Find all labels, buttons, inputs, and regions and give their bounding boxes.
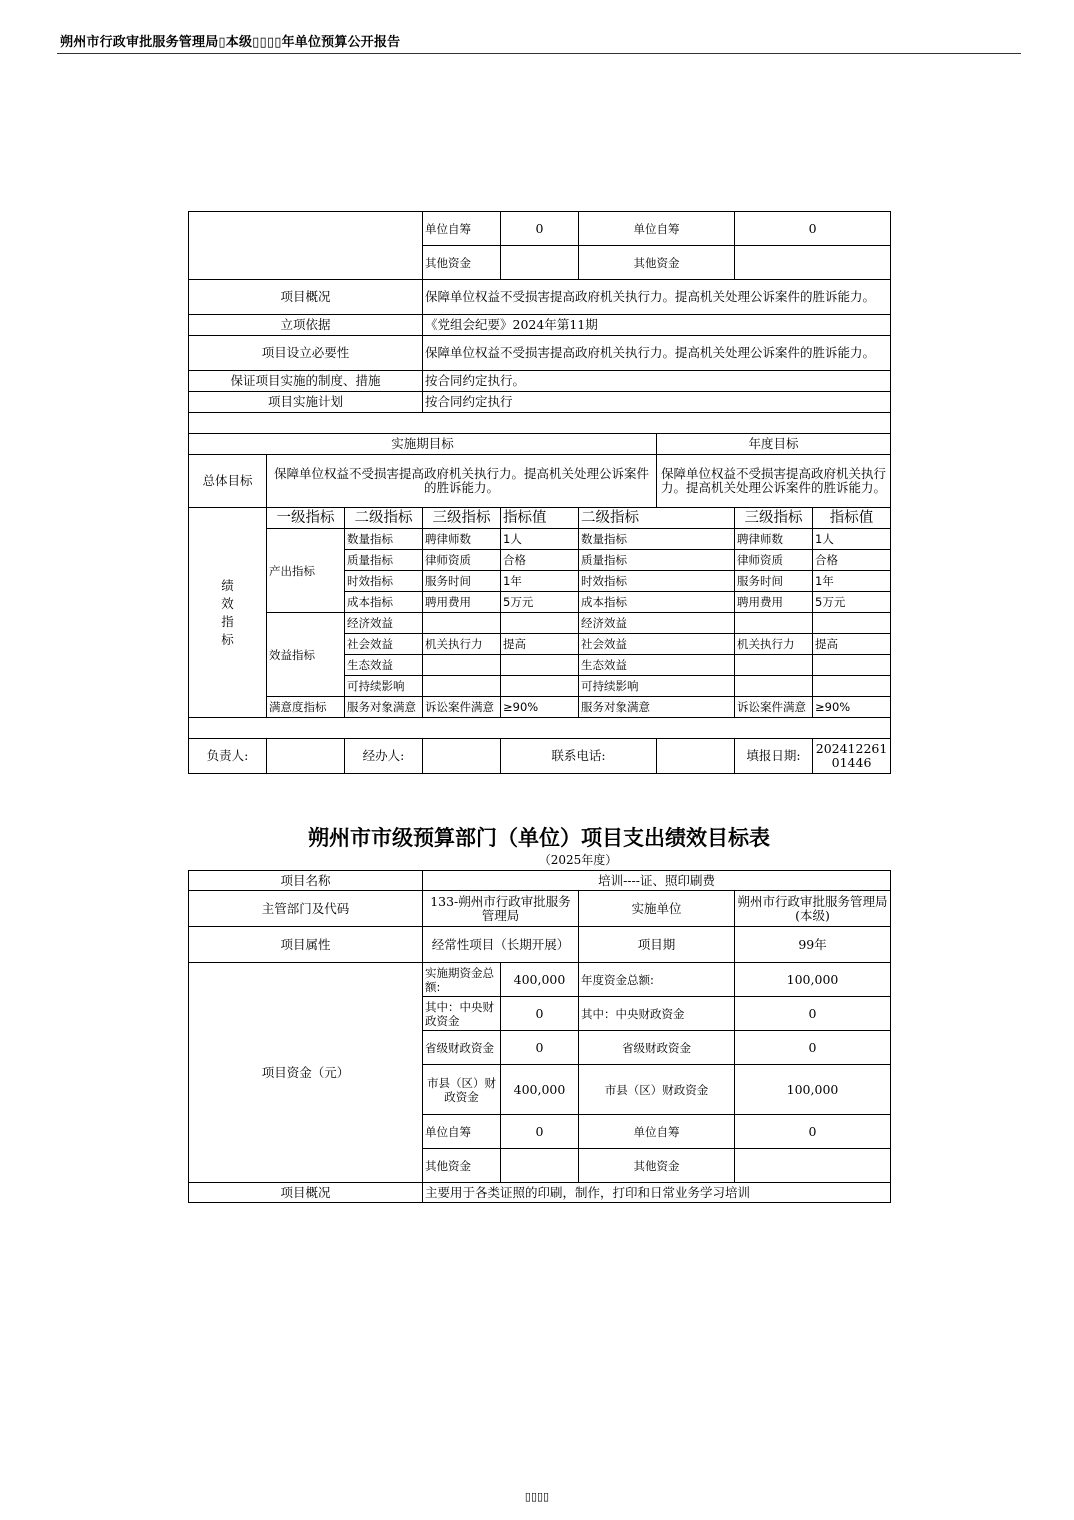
necessity-text: 保障单位权益不受损害提高政府机关执行力。提高机关处理公诉案件的胜诉能力。 [423, 336, 891, 371]
row8-level2: 可持续影响 [345, 676, 423, 697]
year-city-label: 市县（区）财政资金 [579, 1065, 735, 1115]
attr-value: 经常性项目（长期开展） [423, 927, 579, 963]
row4-year-level2: 成本指标 [579, 592, 735, 613]
year-prov-value: 0 [735, 1031, 891, 1065]
project-name-label: 项目名称 [189, 871, 423, 891]
col-header-year-level3: 三级指标 [735, 508, 813, 529]
page-number: ▯▯▯▯ [524, 1490, 550, 1503]
row9-year-level3: 诉讼案件满意 [735, 697, 813, 718]
row4-year-value: 5万元 [813, 592, 891, 613]
city-label: 市县（区）财政资金 [423, 1065, 501, 1115]
zichou-label [423, 212, 501, 246]
year-total-value: 100,000 [735, 963, 891, 997]
impl-goal-header: 实施期目标 [189, 434, 657, 455]
header-divider [57, 53, 1021, 54]
total-value: 400,000 [501, 963, 579, 997]
report-header: 朔州市行政审批服务管理局▯本级▯▯▯▯年单位预算公开报告 [60, 35, 401, 50]
row6-level3: 机关执行力 [423, 634, 501, 655]
system-text: 按合同约定执行。 [423, 371, 891, 392]
row1-year-level2: 数量指标 [579, 529, 735, 550]
overview-text: 保障单位权益不受损害提高政府机关执行力。提高机关处理公诉案件的胜诉能力。 [423, 280, 891, 315]
row3-year-level3: 服务时间 [735, 571, 813, 592]
other-fund-year-label: 其他资金 [579, 246, 735, 280]
row9-level3: 诉讼案件满意 [423, 697, 501, 718]
row3-level2: 时效指标 [345, 571, 423, 592]
perf-label [189, 508, 267, 718]
zichou2-label: 单位自筹 [423, 1115, 501, 1149]
prov-label: 省级财政资金 [423, 1031, 501, 1065]
year-prov-label: 省级财政资金 [579, 1031, 735, 1065]
operator-label: 经办人: [345, 739, 423, 774]
zichou-impl-value: 0 [501, 212, 579, 246]
row5-value [501, 613, 579, 634]
necessity-label: 项目设立必要性 [189, 336, 423, 371]
date-value: 20241226101446 [813, 739, 891, 774]
col-header-level3: 三级指标 [423, 508, 501, 529]
row7-year-level2: 生态效益 [579, 655, 735, 676]
fund-label: 项目资金（元） [189, 963, 423, 1183]
period-label: 项目期 [579, 927, 735, 963]
perf-label-char-1: 绩 [221, 577, 234, 593]
year-goal-header: 年度目标 [657, 434, 891, 455]
row7-year-level3 [735, 655, 813, 676]
total-label: 实施期资金总额: [423, 963, 501, 997]
dept-label: 主管部门及代码 [189, 891, 423, 927]
row8-year-value [813, 676, 891, 697]
row5-year-level2: 经济效益 [579, 613, 735, 634]
table2-year: （2025年度） [538, 853, 618, 867]
year-zichou2-value: 0 [735, 1115, 891, 1149]
year-other2-label: 其他资金 [579, 1149, 735, 1183]
basis-label: 立项依据 [189, 315, 423, 336]
perf-label-char-3: 指 [221, 613, 234, 629]
dept-value: 133-朔州市行政审批服务管理局 [423, 891, 579, 927]
row3-value: 1年 [501, 571, 579, 592]
row1-value: 1人 [501, 529, 579, 550]
row2-value: 合格 [501, 550, 579, 571]
row7-value [501, 655, 579, 676]
perf-label-char-2: 效 [221, 595, 234, 611]
leader-value [267, 739, 345, 774]
prov-value: 0 [501, 1031, 579, 1065]
row7-level2: 生态效益 [345, 655, 423, 676]
row8-year-level3 [735, 676, 813, 697]
central-label: 其中：中央财政资金 [423, 997, 501, 1031]
date-label: 填报日期: [735, 739, 813, 774]
row8-year-level2: 可持续影响 [579, 676, 735, 697]
project-name-value: 培训----证、照印刷费 [423, 871, 891, 891]
row4-level3: 聘用费用 [423, 592, 501, 613]
overall-goal-label: 总体目标 [189, 455, 267, 508]
category-satisfaction: 满意度指标 [267, 697, 345, 718]
performance-table-2 [188, 870, 891, 1203]
year-city-value: 100,000 [735, 1065, 891, 1115]
row5-year-value [813, 613, 891, 634]
phone-label: 联系电话: [501, 739, 657, 774]
performance-table-1 [188, 211, 891, 774]
row1-level2: 数量指标 [345, 529, 423, 550]
year-central-label: 其中：中央财政资金 [579, 997, 735, 1031]
row2-year-value: 合格 [813, 550, 891, 571]
perf-label-char-4: 标 [221, 631, 234, 647]
system-label: 保证项目实施的制度、措施 [189, 371, 423, 392]
other2-value [501, 1149, 579, 1183]
col-header-year-level2: 二级指标 [579, 508, 735, 529]
overall-year-text: 保障单位权益不受损害提高政府机关执行力。提高机关处理公诉案件的胜诉能力。 [657, 455, 891, 508]
row2-year-level3: 律师资质 [735, 550, 813, 571]
zichou-year-label: 单位自筹 [579, 212, 735, 246]
year-total-label: 年度资金总额: [579, 963, 735, 997]
attr-label: 项目属性 [189, 927, 423, 963]
period-value: 99年 [735, 927, 891, 963]
row9-level2: 服务对象满意 [345, 697, 423, 718]
zichou-year-value: 0 [735, 212, 891, 246]
row1-level3: 聘律师数 [423, 529, 501, 550]
row9-year-level2: 服务对象满意 [579, 697, 735, 718]
zichou2-value: 0 [501, 1115, 579, 1149]
plan-label: 项目实施计划 [189, 392, 423, 413]
plan-text: 按合同约定执行 [423, 392, 891, 413]
row3-level3: 服务时间 [423, 571, 501, 592]
row3-year-level2: 时效指标 [579, 571, 735, 592]
operator-value [423, 739, 501, 774]
category-output: 产出指标 [267, 529, 345, 613]
row5-level2: 经济效益 [345, 613, 423, 634]
row9-year-value: ≥90% [813, 697, 891, 718]
central-value: 0 [501, 997, 579, 1031]
row6-level2: 社会效益 [345, 634, 423, 655]
row7-level3 [423, 655, 501, 676]
overview2-text: 主要用于各类证照的印刷，制作，打印和日常业务学习培训 [423, 1183, 891, 1203]
overall-impl-text: 保障单位权益不受损害提高政府机关执行力。提高机关处理公诉案件的胜诉能力。 [267, 455, 657, 508]
spacer-row [189, 413, 891, 434]
year-other2-value [735, 1149, 891, 1183]
year-zichou2-label: 单位自筹 [579, 1115, 735, 1149]
row6-year-level2: 社会效益 [579, 634, 735, 655]
row2-level2: 质量指标 [345, 550, 423, 571]
table2-title: 朔州市市级预算部门（单位）项目支出绩效目标表 [308, 826, 770, 850]
row1-year-value: 1人 [813, 529, 891, 550]
basis-text: 《党组会纪要》2024年第11期 [423, 315, 891, 336]
other2-label: 其他资金 [423, 1149, 501, 1183]
category-effect: 效益指标 [267, 613, 345, 697]
fund-blank-cell [189, 212, 423, 280]
row2-level3: 律师资质 [423, 550, 501, 571]
row2-year-level2: 质量指标 [579, 550, 735, 571]
row5-level3 [423, 613, 501, 634]
row9-value: ≥90% [501, 697, 579, 718]
phone-value [657, 739, 735, 774]
row4-level2: 成本指标 [345, 592, 423, 613]
year-central-value: 0 [735, 997, 891, 1031]
row6-value: 提高 [501, 634, 579, 655]
row7-year-value [813, 655, 891, 676]
col-header-year-value: 指标值 [813, 508, 891, 529]
zichou-label-text: 单位自筹 [425, 221, 472, 236]
col-header-level1: 一级指标 [267, 508, 345, 529]
unit-label: 实施单位 [579, 891, 735, 927]
row1-year-level3: 聘律师数 [735, 529, 813, 550]
col-header-level2: 二级指标 [345, 508, 423, 529]
other-fund-year-value [735, 246, 891, 280]
overview2-label: 项目概况 [189, 1183, 423, 1203]
leader-label: 负责人: [189, 739, 267, 774]
other-fund-impl-value [501, 246, 579, 280]
row3-year-value: 1年 [813, 571, 891, 592]
overview-label: 项目概况 [189, 280, 423, 315]
other-fund-label: 其他资金 [423, 246, 501, 280]
city-value: 400,000 [501, 1065, 579, 1115]
row8-value [501, 676, 579, 697]
row6-year-value: 提高 [813, 634, 891, 655]
col-header-value: 指标值 [501, 508, 579, 529]
spacer-row-2 [189, 718, 891, 739]
row6-year-level3: 机关执行力 [735, 634, 813, 655]
row5-year-level3 [735, 613, 813, 634]
row4-value: 5万元 [501, 592, 579, 613]
row8-level3 [423, 676, 501, 697]
row4-year-level3: 聘用费用 [735, 592, 813, 613]
unit-value: 朔州市行政审批服务管理局(本级) [735, 891, 891, 927]
